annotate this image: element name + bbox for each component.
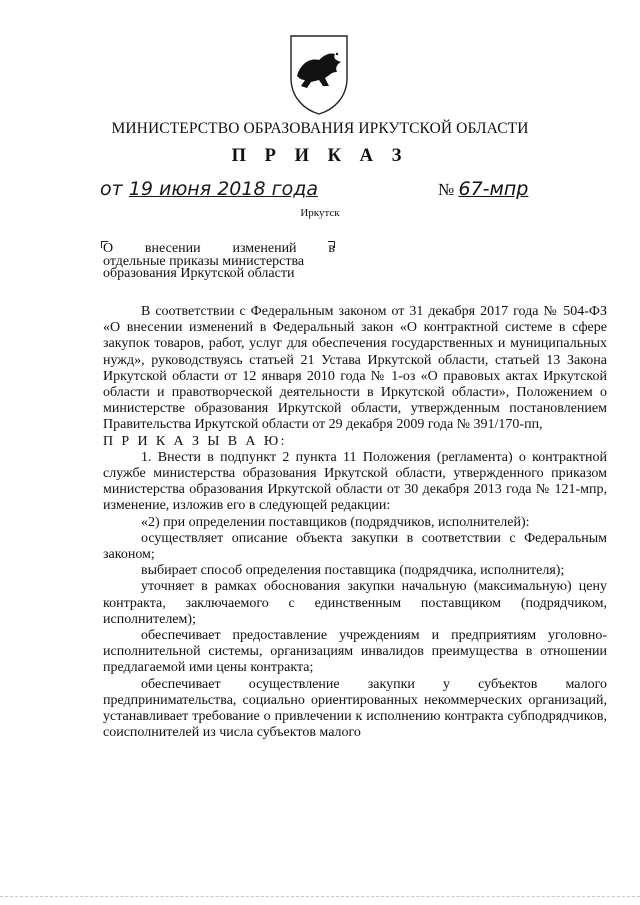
order-number bbox=[438, 178, 528, 200]
sub-item: осуществляет описание объекта закупки в соответствии с Федеральным законом; bbox=[103, 530, 607, 563]
sub-item: обеспечивает осуществление закупки у субъектов малого предпринимательства, социально ориентированных некоммерческих организаций, устанавливает требование о привлечении к исполнению контракта субподрядчиков, соисполнителей из числа субъектов малого bbox=[103, 676, 607, 741]
sub-item: обеспечивает предоставление учреждениям и предприятиям уголовно-исполнительной системы, организациям инвалидов преимущества в отношении предлагаемой ими цены контракта; bbox=[103, 628, 607, 676]
ministry-name: МИНИСТЕРСТВО ОБРАЗОВАНИЯ ИРКУТСКОЙ ОБЛАСТИ bbox=[111, 120, 529, 137]
sub-intro: «2) при определении поставщиков (подрядчиков, исполнителей): bbox=[141, 514, 530, 530]
order-body bbox=[103, 304, 607, 741]
page-bottom-rule bbox=[0, 896, 640, 898]
date-value: 19 июня 2018 года bbox=[128, 178, 318, 200]
subject-line-3: образования Иркутской области bbox=[103, 266, 295, 281]
subject-word: внесении bbox=[144, 241, 201, 256]
subject-word: О bbox=[103, 241, 114, 256]
document-type: П Р И К А З bbox=[231, 146, 409, 166]
item-1: 1. Внести в подпункт 2 пункта 11 Положения (регламента) о контрактной службе министерства образования Иркутской области, утвержденного приказом министерства образования Иркутской области от 30 декабря 2013 года № 121-мпр, изменение, изложив его в следующей редакции: bbox=[103, 449, 607, 514]
number-value: 67-мпр bbox=[458, 178, 529, 200]
subject-block bbox=[103, 243, 335, 281]
sub-item: выбирает способ определения поставщика (подрядчика, исполнителя); bbox=[141, 563, 565, 579]
subject-word: в bbox=[328, 241, 335, 256]
preamble: В соответствии с Федеральным законом от 31 декабря 2017 года № 504-ФЗ «О внесении изменений в Федеральный закон «О контрактной системе в сфере закупок товаров, работ, услуг для обеспечения государственных и муниципальных нужд», руководствуясь статьей 21 Устава Иркутской области, статьей 13 Закона Иркутской области от 12 января 2010 года № 1-оз «О правовых актах Иркутской области и правотворческой деятельности в Иркутской области», Положением о министерстве образования Иркутской области, утвержденным постановлением Правительства Иркутской области от 29 декабря 2009 года № 391/170-пп, bbox=[103, 304, 607, 433]
date-prefix: от bbox=[100, 178, 123, 200]
city: Иркутск bbox=[300, 207, 340, 219]
order-date bbox=[100, 178, 318, 200]
order-word: П Р И К А З Ы В А Ю: bbox=[103, 433, 287, 449]
number-sign: № bbox=[438, 180, 455, 199]
coat-of-arms-icon bbox=[285, 32, 353, 116]
subject-word: изменений bbox=[232, 241, 297, 256]
sub-item: уточняет в рамках обоснования закупки начальную (максимальную) цену контракта, заключаемого с единственным поставщиком (подрядчиком, исполнителем); bbox=[103, 579, 607, 627]
subject-line-2: отдельные приказы министерства bbox=[103, 253, 305, 269]
